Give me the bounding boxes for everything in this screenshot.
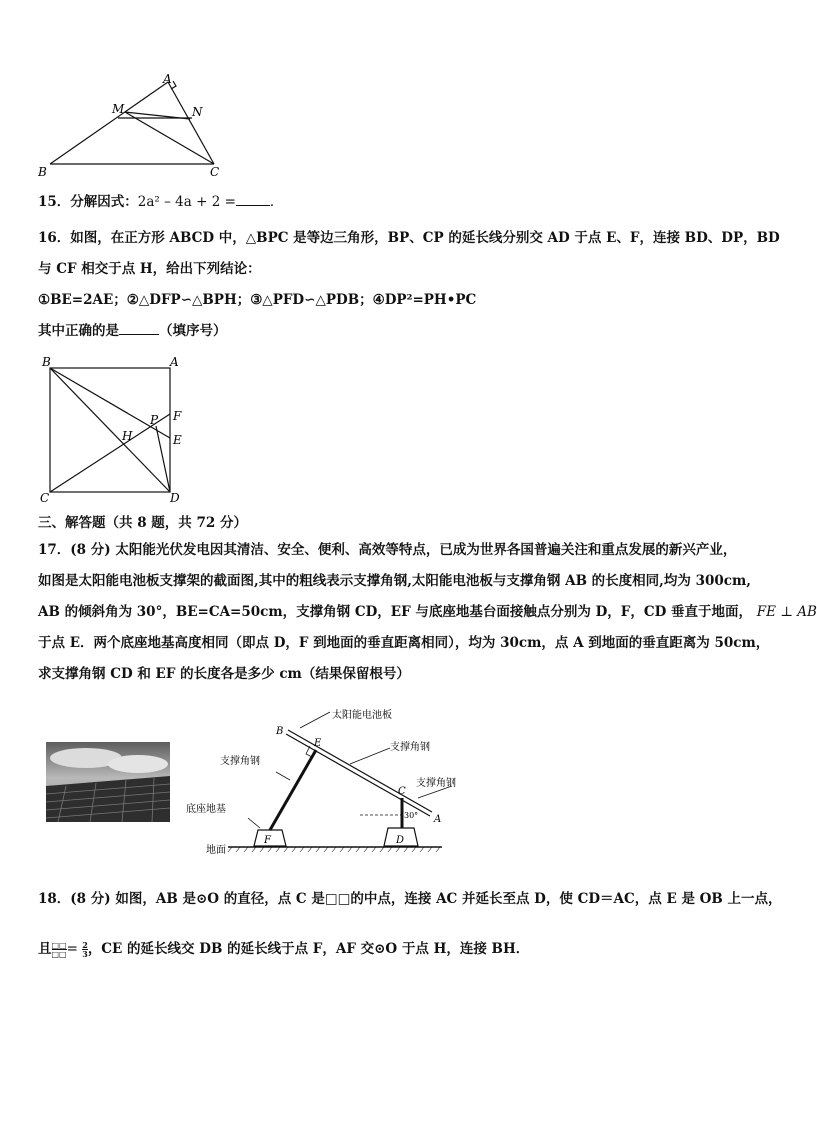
q18-line2	[38, 940, 529, 958]
label-d: D	[170, 491, 180, 505]
label-b: B	[38, 165, 47, 179]
q17-line3	[38, 603, 817, 621]
q18-line2-prefix: 且	[38, 941, 52, 957]
section-3-title: 三、解答题（共 8 题，共 72 分）	[38, 515, 247, 531]
square-figure	[36, 352, 196, 504]
q16-ask	[38, 322, 227, 340]
segment-ba	[50, 82, 168, 164]
segment-ac	[168, 82, 214, 164]
segment-mc	[125, 112, 214, 164]
label-m: M	[112, 102, 125, 116]
q16-conclusions: ①BE=2AE；②△DFP∽△BPH；③△PFD∽△PDB；④DP²=PH•PC	[38, 292, 477, 308]
solar-farm-photo	[46, 742, 170, 822]
label-a: A	[163, 72, 172, 86]
q15-prefix: 15．分解因式：	[38, 194, 138, 210]
label-f: F	[173, 409, 182, 423]
label-e: E	[314, 738, 322, 749]
steel-ef	[270, 750, 316, 830]
q17-perp-expr: FE ⊥ AB	[756, 604, 817, 620]
segment-be	[50, 368, 170, 438]
label-steel-left: 支撑角钢	[220, 756, 260, 767]
label-c: C	[210, 165, 220, 179]
q17-line3-text: AB 的倾斜角为 30°，BE=CA=50cm，支撑角钢 CD，EF 与底座地基台面接触点分别为 D，F，CD 垂直于地面，	[38, 604, 753, 620]
label-steel-right: 支撑角钢	[416, 778, 456, 789]
label-e: E	[173, 433, 182, 447]
label-steel-top: 支撑角钢	[390, 742, 430, 753]
label-f: F	[264, 835, 271, 846]
label-h: H	[122, 429, 133, 443]
q18-equals: =	[66, 941, 83, 957]
q16-ask-text: 其中正确的是	[38, 323, 119, 339]
label-base: 底座地基	[186, 804, 226, 815]
q17-line5: 求支撑角钢 CD 和 EF 的长度各是多少 cm（结果保留根号）	[38, 666, 410, 682]
label-d: D	[396, 835, 405, 846]
segment-bd	[50, 368, 170, 492]
q18-fraction-left: $\frac{□□}{□□}$	[51, 940, 67, 959]
q18-fraction-right: $\frac{2}{3}$	[82, 940, 88, 959]
label-p: P	[150, 413, 159, 427]
label-ground: 地面	[206, 845, 226, 856]
label-a: A	[434, 814, 442, 825]
label-panel: 太阳能电池板	[332, 710, 392, 721]
label-a: A	[170, 355, 179, 369]
label-b: B	[276, 726, 284, 737]
label-n: N	[192, 105, 203, 119]
segment-pd	[156, 426, 170, 492]
label-c: C	[40, 491, 50, 505]
label-angle: 30°	[404, 811, 419, 820]
q16-ask-end: （填序号）	[159, 323, 227, 339]
label-b: B	[42, 355, 51, 369]
q15-answer-blank[interactable]	[236, 193, 270, 206]
q17-line2: 如图是太阳能电池板支撑架的截面图,其中的粗线表示支撑角钢,太阳能电池板与支撑角钢 AB 的长度相同,均为 300cm,	[38, 573, 751, 589]
q17-line4: 于点 E．两个底座地基高度相同（即点 D，F 到地面的垂直距离相同），均为 30cm，点 A 到地面的垂直距离为 50cm，	[38, 635, 770, 651]
label-c: C	[398, 786, 406, 797]
q15-expression: 2a² – 4a + 2 =	[137, 194, 236, 210]
q18-line1: 18．(8 分) 如图，AB 是⊙O 的直径，点 C 是□□的中点，连接 AC 并延长至点 D，使 CD＝AC，点 E 是 OB 上一点，	[38, 891, 782, 907]
q15-end: ．	[269, 194, 284, 210]
q16-answer-blank[interactable]	[119, 322, 159, 335]
q16-line2: 与 CF 相交于点 H，给出下列结论：	[38, 261, 261, 277]
triangle-figure	[30, 72, 230, 180]
q17-line1: 17．(8 分) 太阳能光伏发电因其清洁、安全、便利、高效等特点，已成为世界各国普遍关注和重点发展的新兴产业，	[38, 542, 737, 558]
q18-line2-text: ，CE 的延长线交 DB 的延长线于点 F，AF 交⊙O 于点 H，连接 BH．	[87, 941, 530, 957]
question-15	[38, 193, 283, 211]
q16-line1: 16．如图，在正方形 ABCD 中，△BPC 是等边三角形，BP、CP 的延长线分别交 AD 于点 E、F，连接 BD、DP，BD	[38, 230, 780, 246]
solar-bracket-diagram	[180, 700, 460, 865]
